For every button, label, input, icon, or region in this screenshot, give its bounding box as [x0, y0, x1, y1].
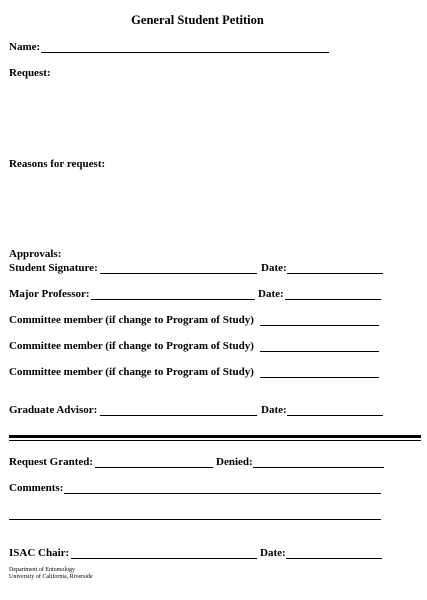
request-field[interactable]	[9, 82, 409, 152]
student-signature-date-label: Date:	[261, 262, 287, 274]
student-signature-date-field[interactable]	[287, 273, 383, 274]
committee-member-label-1: Committee member (if change to Program of Study)	[9, 314, 254, 326]
graduate-advisor-date-label: Date:	[261, 404, 287, 416]
comments-field-line-2[interactable]	[9, 519, 381, 520]
separator-rule-thin	[9, 440, 421, 441]
major-professor-field[interactable]	[91, 299, 255, 300]
name-label: Name:	[9, 41, 41, 53]
denied-label: Denied:	[216, 456, 253, 468]
graduate-advisor-date-field[interactable]	[287, 415, 383, 416]
request-label: Request:	[9, 67, 51, 79]
major-professor-label: Major Professor:	[9, 288, 90, 300]
request-granted-label: Request Granted:	[9, 456, 94, 468]
isac-chair-label: ISAC Chair:	[9, 547, 70, 559]
comments-field[interactable]	[64, 493, 381, 494]
request-granted-field[interactable]	[95, 467, 213, 468]
committee-member-field-2[interactable]	[260, 351, 379, 352]
separator-rule-thick	[9, 435, 421, 438]
student-signature-field[interactable]	[100, 273, 257, 274]
student-signature-label: Student Signature:	[9, 262, 98, 274]
reasons-label: Reasons for request:	[9, 158, 106, 170]
denied-field[interactable]	[253, 467, 384, 468]
graduate-advisor-label: Graduate Advisor:	[9, 404, 98, 416]
footer-department: Department of Entomology	[9, 567, 75, 573]
isac-chair-field[interactable]	[71, 558, 257, 559]
isac-chair-date-label: Date:	[260, 547, 286, 559]
major-professor-date-label: Date:	[258, 288, 284, 300]
committee-member-field-3[interactable]	[260, 377, 379, 378]
major-professor-date-field[interactable]	[285, 299, 381, 300]
isac-chair-date-field[interactable]	[286, 558, 382, 559]
reasons-field[interactable]	[9, 173, 409, 243]
committee-member-label-3: Committee member (if change to Program of Study)	[9, 366, 254, 378]
form-title: General Student Petition	[131, 13, 264, 27]
graduate-advisor-field[interactable]	[100, 415, 257, 416]
approvals-heading: Approvals:	[9, 248, 62, 260]
name-field[interactable]	[41, 52, 329, 53]
footer-university: University of California, Riverside	[9, 574, 93, 580]
comments-label: Comments:	[9, 482, 64, 494]
committee-member-label-2: Committee member (if change to Program of Study)	[9, 340, 254, 352]
committee-member-field-1[interactable]	[260, 325, 379, 326]
